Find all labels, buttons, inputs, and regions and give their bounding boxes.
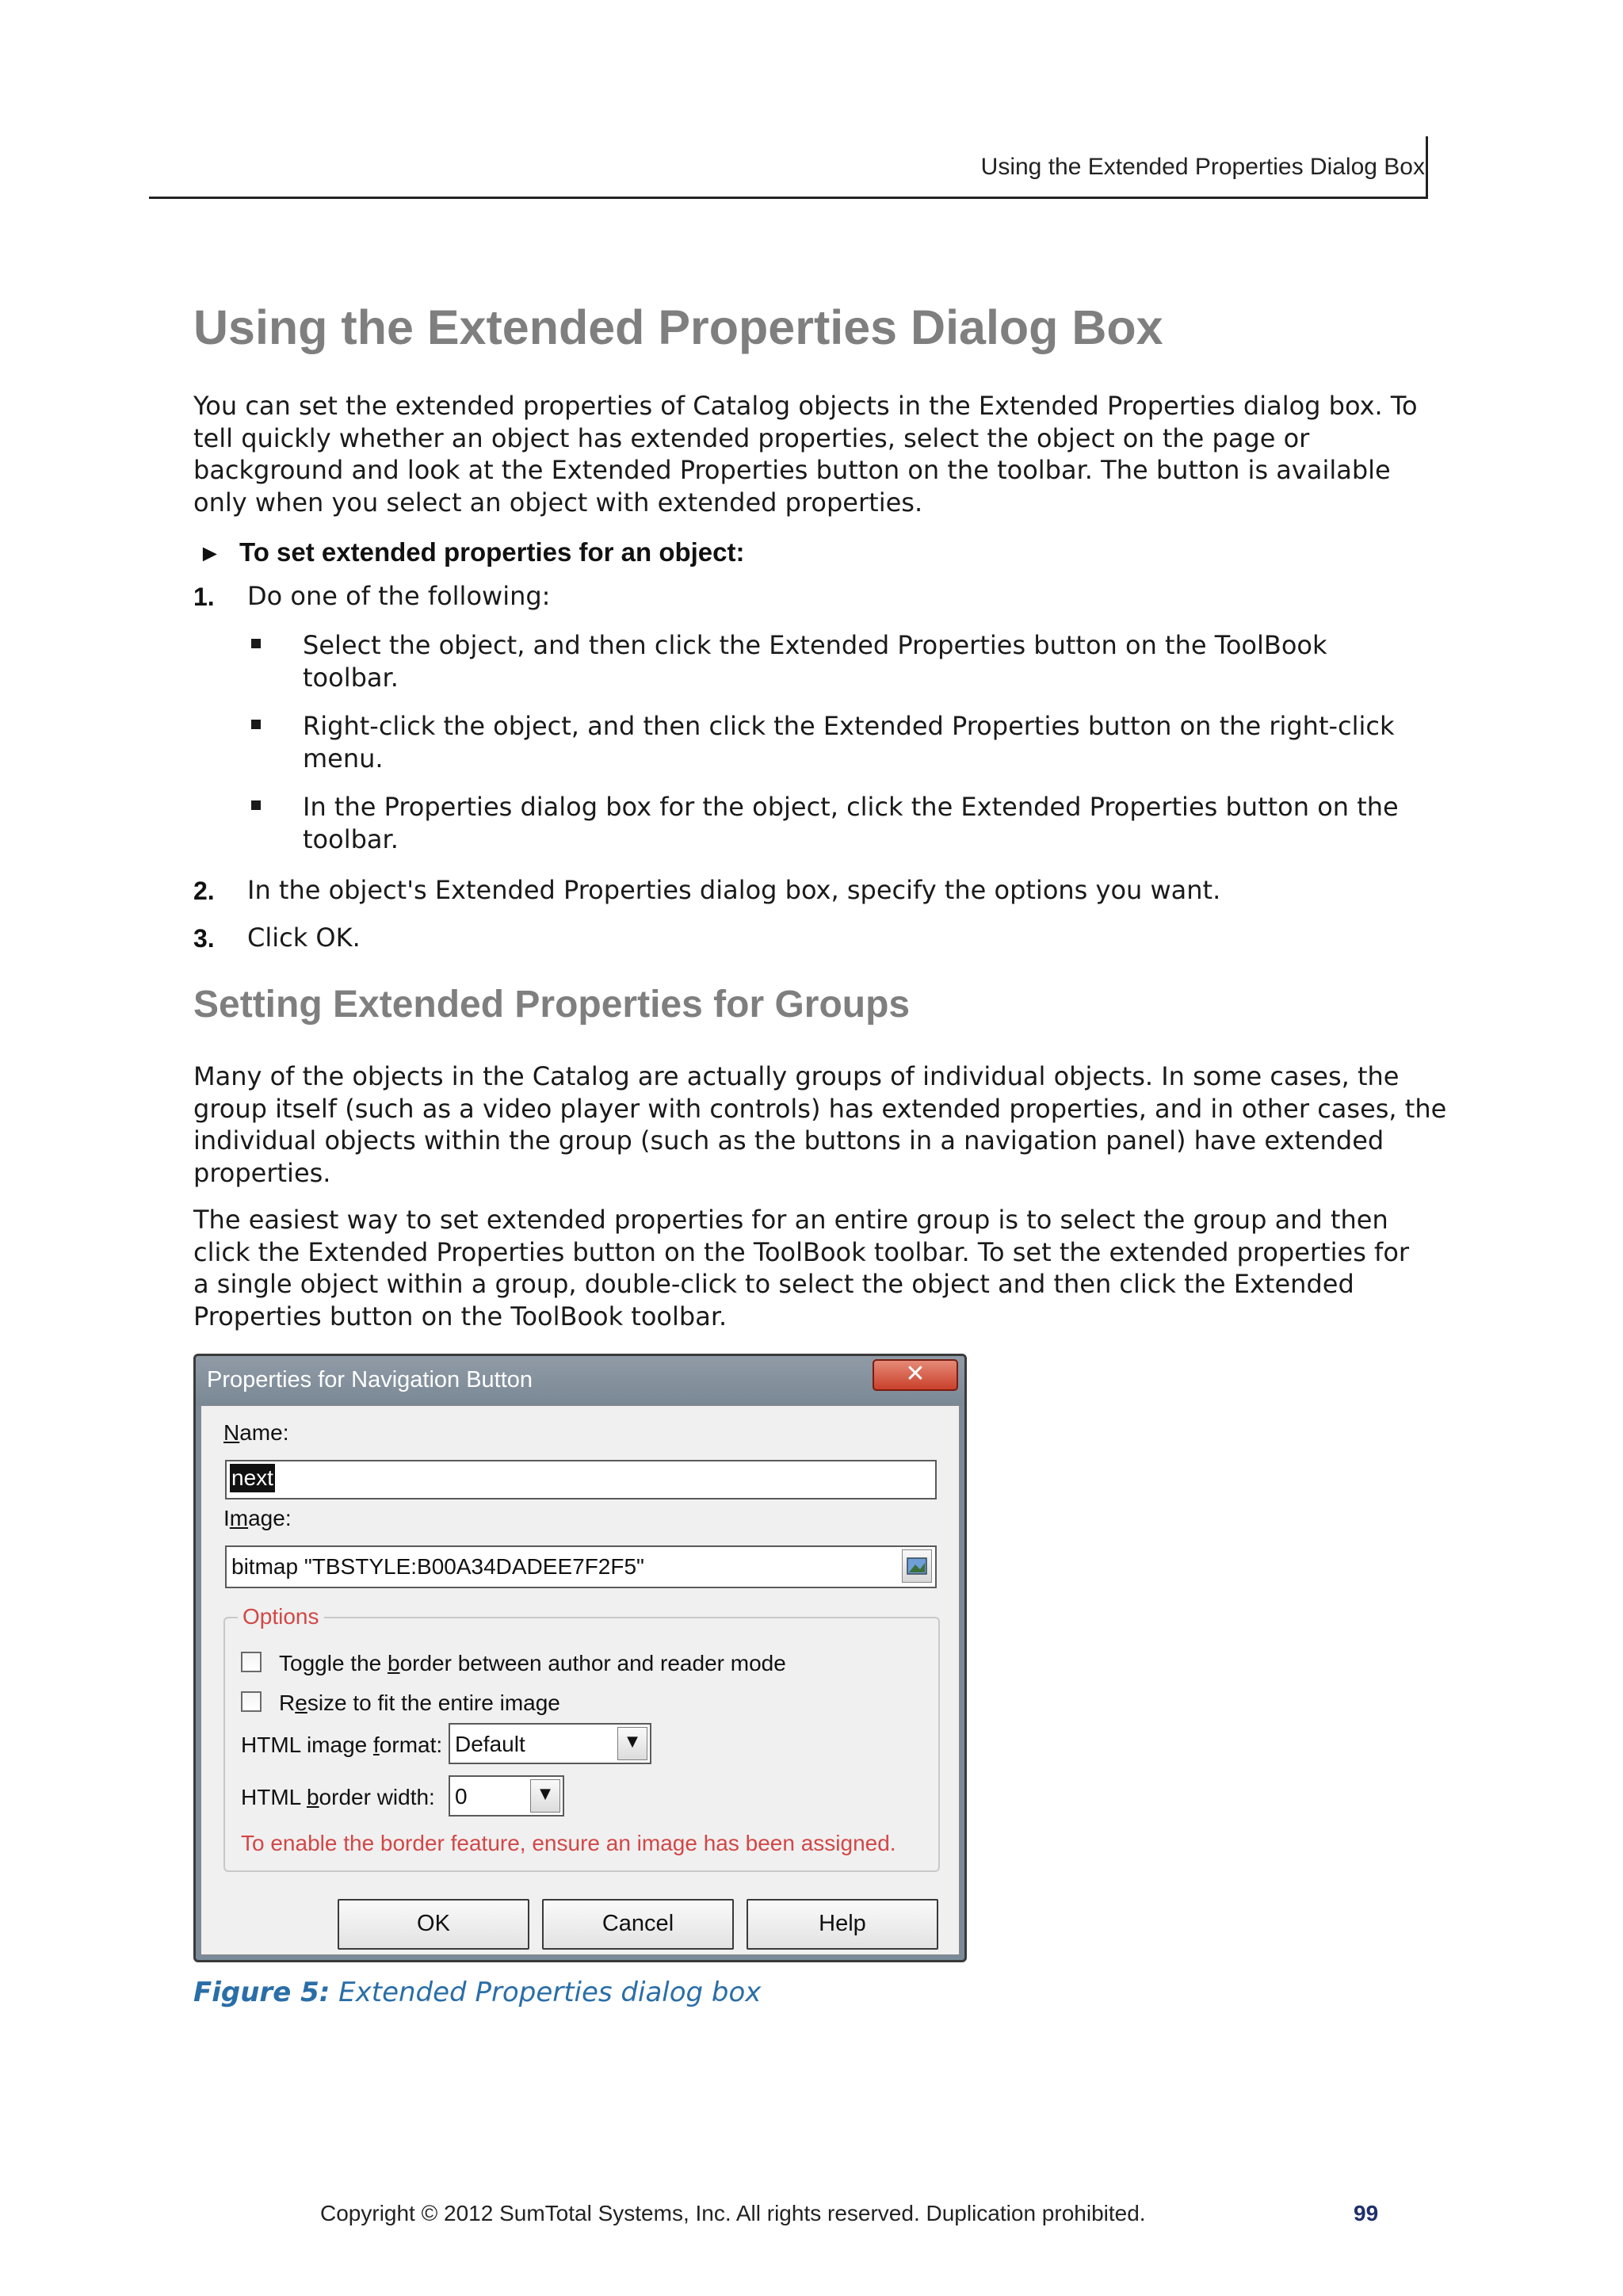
- name-label-mnemonic: N: [223, 1420, 240, 1445]
- close-icon: ✕: [905, 1360, 926, 1388]
- resize-text-b: size to fit the entire image: [307, 1690, 560, 1715]
- resize-text-a: R: [279, 1690, 296, 1715]
- dialog-title: Properties for Navigation Button: [207, 1367, 533, 1392]
- chevron-down-icon[interactable]: ▼: [617, 1727, 647, 1760]
- bullet-line: toolbar.: [303, 662, 399, 693]
- image-value: bitmap "TBSTYLE:B00A34DADEE7F2F5": [231, 1554, 644, 1579]
- border-width-select[interactable]: [449, 1775, 564, 1817]
- chevron-down-icon[interactable]: ▼: [530, 1779, 560, 1813]
- resize-text-mnemonic: e: [295, 1690, 307, 1715]
- options-label: Options: [238, 1604, 324, 1629]
- toggle-text-b: order between author and reader mode: [399, 1651, 786, 1675]
- step-text: Click OK.: [247, 923, 361, 953]
- arrow-right-icon: ►: [198, 541, 222, 567]
- close-button[interactable]: [873, 1359, 958, 1391]
- bullet-line: Select the object, and then click the Extended Properties button on the ToolBook: [303, 630, 1327, 660]
- paragraph-line: properties.: [193, 1157, 331, 1188]
- intro-paragraph: [193, 390, 1430, 518]
- paragraph-line: click the Extended Properties button on the ToolBook toolbar. To set the extended properties for: [193, 1236, 1410, 1267]
- bullet-square-icon: [251, 720, 261, 729]
- border-warning: To enable the border feature, ensure an image has been assigned.: [241, 1831, 896, 1855]
- paragraph-line: a single object within a group, double-click to select the object and then click the Extended: [193, 1269, 1354, 1299]
- paragraph-line: individual objects within the group (such as the buttons in a navigation panel) have extended: [193, 1125, 1384, 1156]
- toggle-text-mnemonic: b: [388, 1651, 400, 1675]
- name-label: [223, 1420, 288, 1446]
- border-width-value: 0: [455, 1784, 468, 1809]
- paragraph-line: tell quickly whether an object has extended properties, select the object on the page or: [193, 422, 1310, 453]
- bullet-square-icon: [251, 639, 261, 648]
- image-label-mnemonic: m: [229, 1506, 249, 1530]
- image-format-label: [241, 1733, 442, 1758]
- paragraph-line: only when you select an object with extended properties.: [193, 487, 923, 518]
- bullet-item: [303, 629, 1327, 693]
- cancel-button[interactable]: Cancel: [542, 1899, 734, 1950]
- format-text-mnemonic: f: [373, 1733, 380, 1757]
- bullet-line: In the Properties dialog box for the object, click the Extended Properties button on the: [303, 792, 1399, 822]
- procedure-title: To set extended properties for an object:: [239, 537, 745, 567]
- page-number: 99: [1354, 2201, 1379, 2225]
- name-value: next: [230, 1464, 275, 1492]
- dialog-body: [200, 1405, 960, 1955]
- bullet-line: menu.: [303, 743, 384, 774]
- toggle-border-checkbox[interactable]: [241, 1652, 262, 1672]
- groups-paragraph-2: [193, 1204, 1430, 1332]
- figure-caption: [193, 1977, 761, 2008]
- header-rule: [149, 197, 1428, 199]
- border-width-label: [241, 1785, 435, 1810]
- groups-paragraph: [193, 1060, 1447, 1189]
- bullet-line: toolbar.: [303, 823, 399, 854]
- paragraph-line: The easiest way to set extended properties for an entire group is to select the group and then: [193, 1205, 1388, 1235]
- page-title: Using the Extended Properties Dialog Box: [193, 300, 1163, 354]
- toggle-border-label: [279, 1651, 786, 1676]
- image-format-value: Default: [455, 1732, 525, 1756]
- image-label: [223, 1506, 292, 1531]
- header-corner-rule: [1426, 136, 1428, 199]
- border-text-b: order width:: [319, 1785, 435, 1809]
- resize-image-label: [279, 1690, 560, 1716]
- bullet-item: [303, 791, 1399, 855]
- section-heading: Setting Extended Properties for Groups: [193, 984, 911, 1026]
- dialog-titlebar: [196, 1356, 964, 1405]
- resize-image-checkbox[interactable]: [241, 1691, 262, 1712]
- bullet-line: Right-click the object, and then click the Extended Properties button on the right-click: [303, 711, 1395, 741]
- format-text-a: HTML image: [241, 1733, 374, 1757]
- figure-label: Figure 5:: [193, 1977, 330, 2008]
- step-text: In the object's Extended Properties dialog box, specify the options you want.: [247, 875, 1221, 905]
- properties-dialog: [193, 1354, 967, 1962]
- name-label-text: ame:: [239, 1420, 289, 1445]
- paragraph-line: You can set the extended properties of Catalog objects in the Extended Properties dialog box. To: [193, 391, 1418, 421]
- picture-icon: [903, 1550, 931, 1582]
- image-label-text-rest: age:: [248, 1506, 292, 1530]
- format-text-b: ormat:: [379, 1733, 443, 1757]
- ok-button[interactable]: OK: [338, 1899, 529, 1950]
- image-format-select[interactable]: [449, 1723, 651, 1764]
- step-number: 1.: [193, 583, 215, 611]
- bullet-square-icon: [251, 800, 261, 810]
- paragraph-line: Many of the objects in the Catalog are actually groups of individual objects. In some cases, the: [193, 1061, 1400, 1091]
- step-text: Do one of the following:: [247, 581, 551, 611]
- step-number: 3.: [193, 924, 215, 953]
- image-input[interactable]: [225, 1545, 937, 1588]
- figure-caption-text: Extended Properties dialog box: [338, 1977, 762, 2008]
- bullet-item: [303, 710, 1395, 774]
- paragraph-line: group itself (such as a video player with controls) has extended properties, and in other cases, the: [193, 1093, 1447, 1124]
- running-header: Using the Extended Properties Dialog Box: [980, 154, 1425, 180]
- image-label-text: I: [223, 1506, 230, 1530]
- toggle-text-a: Toggle the: [279, 1651, 388, 1675]
- border-text-mnemonic: b: [306, 1785, 319, 1809]
- procedure-heading: [198, 537, 745, 567]
- copyright-footer: Copyright © 2012 SumTotal Systems, Inc. All rights reserved. Duplication prohibited.: [320, 2201, 1146, 2225]
- help-button[interactable]: Help: [747, 1899, 938, 1950]
- paragraph-line: background and look at the Extended Properties button on the toolbar. The button is available: [193, 455, 1391, 485]
- border-text-a: HTML: [241, 1785, 307, 1809]
- step-number: 2.: [193, 877, 215, 905]
- paragraph-line: Properties button on the ToolBook toolbar.: [193, 1301, 727, 1331]
- image-browse-button[interactable]: [902, 1549, 932, 1583]
- name-input[interactable]: [225, 1460, 937, 1499]
